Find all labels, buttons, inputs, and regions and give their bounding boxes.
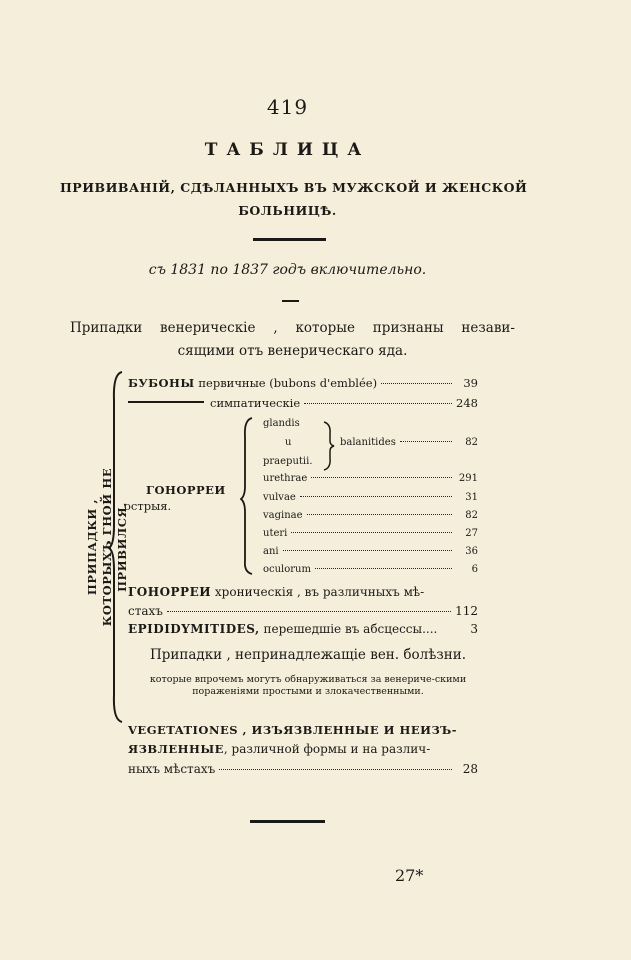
epididymitides-value: 3 — [470, 622, 478, 636]
leader-dots — [219, 769, 452, 770]
u-label: u — [285, 437, 292, 448]
vulvae-row — [263, 492, 478, 503]
subtitle-line-1: ПРИВИВАНІЙ, СДѢЛАННЫХЪ ВЪ МУЖСКОЙ И ЖЕНСКОЙ — [60, 180, 528, 195]
bubony-primary-label: первичные (bubons d'emblée) — [198, 376, 378, 390]
leader-dots — [381, 383, 452, 384]
epididymitides-text: перешедшіе въ абсцессы.... — [263, 622, 438, 636]
vegetationes-line-2 — [128, 742, 430, 756]
vegetationes-text: , различной формы и на различ- — [223, 742, 431, 756]
gonorrhea-chronic-value: 112 — [455, 604, 478, 618]
uteri-row — [263, 528, 478, 539]
gonorrhea-chronic-text-2: стахъ — [128, 604, 163, 618]
non-venereal-heading: Припадки , непринадлежащіе вен. болѣзни. — [149, 647, 467, 663]
balanitides-label: balanitides — [340, 437, 396, 448]
signature-mark: 27* — [395, 866, 424, 885]
gonorrhea-acute-subheading: острыя. — [124, 499, 172, 513]
balanitides-brace-icon — [322, 420, 336, 472]
gonorrhea-chronic-row — [128, 604, 478, 618]
leader-dots — [291, 532, 452, 533]
leader-dots — [167, 611, 451, 612]
leader-dots — [304, 403, 452, 404]
vaginae-row — [263, 510, 478, 521]
intro-line-1: Припадки венерическіе , которые признаны незави- — [70, 320, 515, 336]
bubony-heading: БУБОНЫ — [128, 376, 195, 390]
site-label: uteri — [263, 528, 288, 539]
balanitides-row — [340, 437, 478, 448]
urethrae-row — [263, 473, 478, 484]
bubony-sympathetic-value: 248 — [456, 396, 478, 410]
vegetationes-line-1: VEGETATIONES , ИЗЪЯЗВЛЕННЫЕ И НЕИЗЪ- — [128, 723, 458, 737]
leader-dots — [311, 477, 452, 478]
site-label: ani — [263, 546, 279, 557]
short-rule — [282, 300, 299, 302]
leader-dots — [400, 441, 452, 442]
epididymitides-heading: EPIDIDYMITIDES, — [128, 622, 260, 636]
site-label: oculorum — [263, 564, 311, 575]
side-label-line-2: КОТОРЫХЪ ГНОЙ НЕ ПРИВИЛСЯ. — [100, 467, 129, 627]
site-value: 31 — [465, 492, 478, 503]
glandis-label: glandis — [263, 418, 300, 429]
gonorrhea-chronic-heading: ГОНОРРЕИ — [128, 585, 212, 599]
gonorrhea-chronic-line-1 — [128, 585, 424, 599]
subtitle-line-2: БОЛЬНИЦѢ. — [238, 203, 337, 218]
vegetationes-line-3: ныхъ мѣстахъ — [128, 762, 216, 776]
balanitides-value: 82 — [465, 437, 478, 448]
side-label-line-1: ПРИПАДКИ , — [85, 498, 99, 596]
site-value: 291 — [458, 473, 478, 484]
site-value: 6 — [471, 564, 478, 575]
site-value: 82 — [465, 510, 478, 521]
praeputii-label: praeputii. — [263, 456, 313, 467]
leader-dots — [315, 568, 452, 569]
gonorrhea-chronic-text: хроническія , въ различныхъ мѣ- — [214, 585, 425, 599]
gonorrhea-brace-icon — [240, 416, 254, 576]
bubony-primary-row — [128, 376, 478, 390]
site-label: urethrae — [263, 473, 308, 484]
leader-dots — [307, 514, 452, 515]
site-value: 36 — [465, 546, 478, 557]
title-rule — [253, 238, 326, 241]
intro-line-2: сящими отъ венерическаго яда. — [177, 343, 408, 359]
gonorrhea-acute-heading: ГОНОРРЕИ — [146, 483, 226, 497]
leader-dots — [300, 496, 452, 497]
bubony-primary-value: 39 — [463, 376, 478, 390]
ditto-rule — [128, 401, 204, 403]
page-number: 419 — [266, 95, 309, 119]
vegetationes-row — [128, 762, 478, 776]
vegetationes-caps: ЯЗВЛЕННЫЕ — [128, 742, 224, 756]
site-label: vaginae — [263, 510, 303, 521]
leader-dots — [283, 550, 452, 551]
non-venereal-note: которые впрочемъ могутъ обнаруживаться за венериче-скими пораженіями простыми и злокачественными. — [149, 674, 467, 697]
years-range: съ 1831 по 1837 годъ включительно. — [148, 262, 427, 278]
table-title: ТАБЛИЦА — [204, 140, 371, 160]
vegetationes-value: 28 — [462, 762, 478, 776]
epididymitides-row — [128, 622, 478, 636]
bubony-sympathetic-row — [128, 396, 478, 410]
bubony-sympathetic-label: симпатическіе — [210, 396, 301, 410]
oculorum-row — [263, 564, 478, 575]
left-brace-icon — [108, 370, 124, 725]
site-value: 27 — [465, 528, 478, 539]
site-label: vulvae — [263, 492, 296, 503]
ani-row — [263, 546, 478, 557]
bottom-rule — [250, 820, 325, 823]
